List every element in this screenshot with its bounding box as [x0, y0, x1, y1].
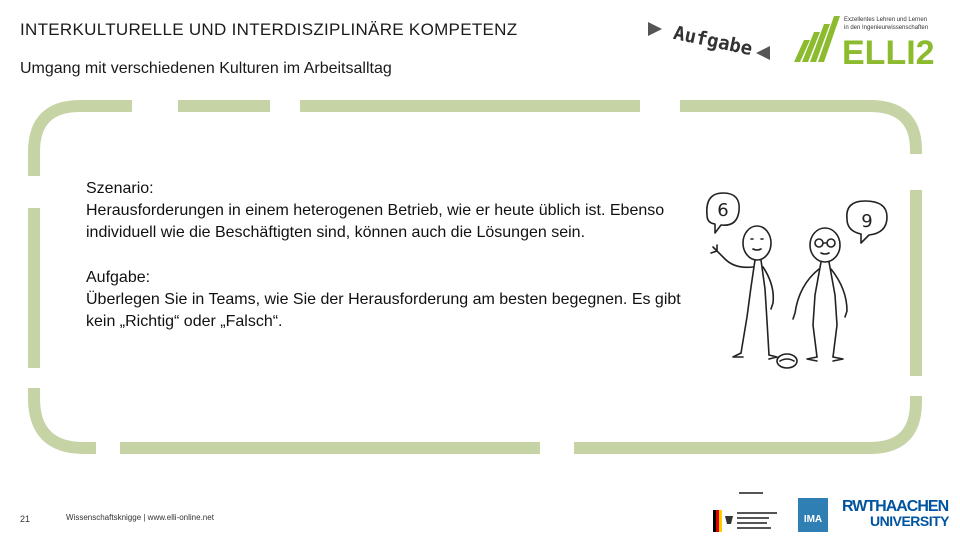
page-number: 21 — [20, 514, 31, 524]
logo-tagline-2: in den Ingenieurwissenschaften — [844, 25, 929, 31]
frame-corner-top-right — [680, 106, 916, 154]
ima-logo — [798, 498, 828, 532]
task-tag-label: Aufgabe — [671, 22, 755, 61]
bmbf-logo — [713, 490, 791, 534]
task-text: Überlegen Sie in Teams, wie Sie der Herausforderung am besten begegnen. Es gibt kein „Richtig“ oder „Falsch“. — [86, 291, 681, 330]
page-subtitle: Umgang mit verschiedenen Kulturen im Arbeitsalltag — [20, 60, 392, 77]
frame-corner-bottom-right — [574, 396, 916, 448]
person-left — [711, 226, 777, 359]
scenario-text: Herausforderungen in einem heterogenen Betrieb, wie er heute üblich ist. Ebenso individuell wie die Beschäftigten sind, können auch die Lösungen sein. — [86, 202, 665, 241]
logo-tagline-1: Exzellentes Lehren und Lernen — [844, 17, 928, 23]
bubble-left-text: 6 — [717, 200, 729, 221]
scenario-heading: Szenario: — [86, 180, 154, 197]
ima-logo-text: IMA — [803, 514, 823, 525]
bubble-right-text: 9 — [861, 211, 873, 232]
two-people-illustration — [695, 185, 905, 385]
person-right — [793, 228, 847, 361]
rwth-logo — [842, 498, 950, 532]
rwth-logo-line-1: RWTHAACHEN — [842, 498, 949, 515]
frame-corner-bottom-left — [34, 388, 96, 448]
logo-wordmark: ELLI2 — [842, 34, 935, 72]
task-heading: Aufgabe: — [86, 269, 151, 286]
footer-text: Wissenschaftsknigge | www.elli-online.net — [66, 513, 214, 522]
content-block — [86, 178, 686, 333]
eagle-icon — [725, 516, 733, 524]
ball-on-floor — [777, 354, 797, 368]
page-title: INTERKULTURELLE UND INTERDISZIPLINÄRE KOMPETENZ — [20, 20, 518, 39]
speech-bubble-right — [847, 201, 887, 243]
rwth-logo-line-2: UNIVERSITY — [870, 513, 950, 529]
frame-corner-top-left — [34, 106, 132, 176]
speech-bubble-left — [707, 193, 739, 233]
